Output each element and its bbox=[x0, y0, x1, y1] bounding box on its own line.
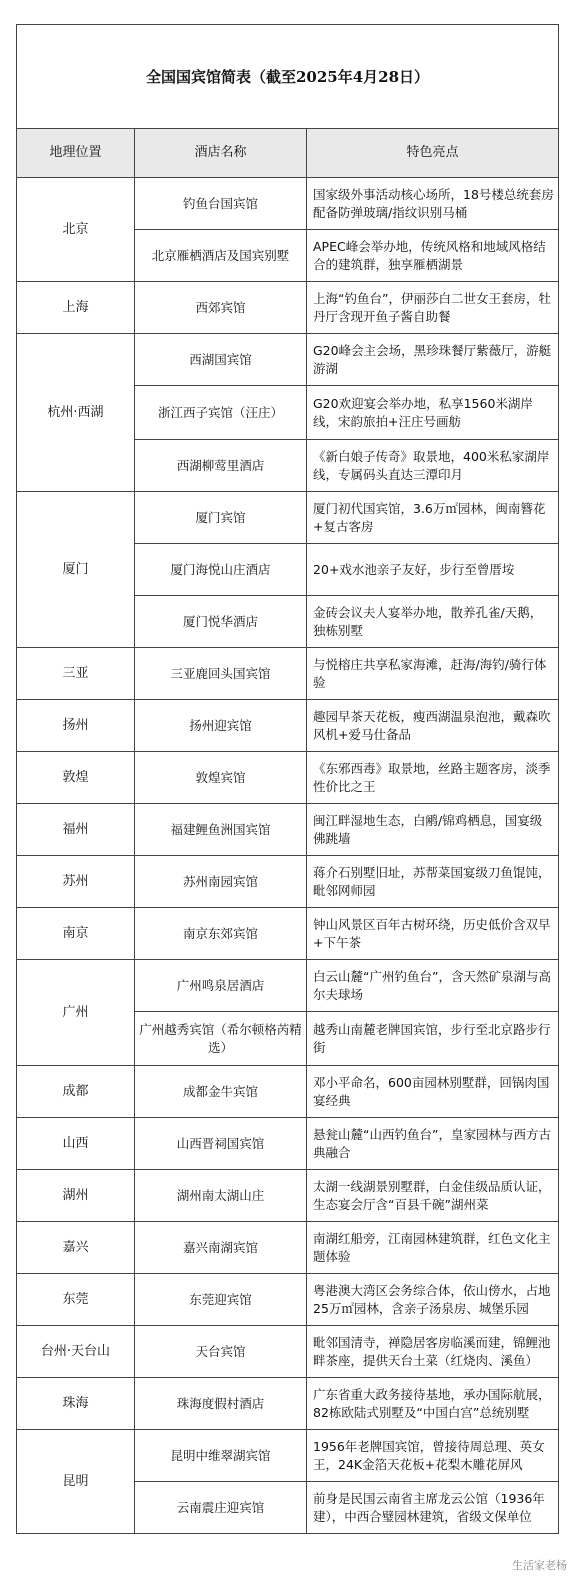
hotel-name-cell: 钓鱼台国宾馆 bbox=[135, 178, 307, 230]
location-cell: 上海 bbox=[17, 282, 135, 334]
location-cell: 昆明 bbox=[17, 1430, 135, 1534]
table-row bbox=[17, 1274, 559, 1326]
feature-cell: 前身是民国云南省主席龙云公馆（1936年建），中西合璧园林建筑，省级文保单位 bbox=[307, 1482, 559, 1534]
table-row bbox=[17, 648, 559, 700]
location-cell: 北京 bbox=[17, 178, 135, 282]
hotel-name-cell: 厦门宾馆 bbox=[135, 492, 307, 544]
hotel-name-cell: 厦门海悦山庄酒店 bbox=[135, 544, 307, 596]
feature-cell: 粤港澳大湾区会务综合体，依山傍水，占地25万㎡园林，含亲子汤泉房、城堡乐园 bbox=[307, 1274, 559, 1326]
hotel-name-cell: 嘉兴南湖宾馆 bbox=[135, 1222, 307, 1274]
feature-cell: 趣园早茶天花板，瘦西湖温泉泡池，戴森吹风机+爱马仕备品 bbox=[307, 700, 559, 752]
feature-cell: APEC峰会举办地，传统风格和地域风格结合的建筑群，独享雁栖湖景 bbox=[307, 230, 559, 282]
table-row bbox=[17, 700, 559, 752]
table-row bbox=[17, 804, 559, 856]
hotel-name-cell: 云南震庄迎宾馆 bbox=[135, 1482, 307, 1534]
feature-cell: 1956年老牌国宾馆，曾接待周总理、英女王，24K金箔天花板+花梨木雕花屏风 bbox=[307, 1430, 559, 1482]
hotel-name-cell: 敦煌宾馆 bbox=[135, 752, 307, 804]
feature-cell: 南湖红船旁，江南园林建筑群，红色文化主题体验 bbox=[307, 1222, 559, 1274]
feature-cell: 广东省重大政务接待基地，承办国际航展，82栋欧陆式别墅及“中国白宫”总统别墅 bbox=[307, 1378, 559, 1430]
location-cell: 厦门 bbox=[17, 492, 135, 648]
table-row bbox=[17, 492, 559, 544]
header-location: 地理位置 bbox=[17, 129, 135, 178]
location-cell: 台州·天台山 bbox=[17, 1326, 135, 1378]
table-row bbox=[17, 908, 559, 960]
location-cell: 东莞 bbox=[17, 1274, 135, 1326]
table-row bbox=[17, 334, 559, 386]
feature-cell: 《东邪西毒》取景地，丝路主题客房，淡季性价比之王 bbox=[307, 752, 559, 804]
hotel-name-cell: 三亚鹿回头国宾馆 bbox=[135, 648, 307, 700]
location-cell: 广州 bbox=[17, 960, 135, 1066]
feature-cell: 邓小平命名，600亩园林别墅群，回锅肉国宴经典 bbox=[307, 1066, 559, 1118]
watermark: 生活家老杨 bbox=[508, 1556, 571, 1574]
location-cell: 三亚 bbox=[17, 648, 135, 700]
feature-cell: 国家级外事活动核心场所，18号楼总统套房配备防弹玻璃/指纹识别马桶 bbox=[307, 178, 559, 230]
table-row bbox=[17, 1430, 559, 1482]
feature-cell: 20+戏水池亲子友好，步行至曾厝垵 bbox=[307, 544, 559, 596]
feature-cell: 太湖一线湖景别墅群，白金佳级品质认证，生态宴会厅含“百县千碗”湖州菜 bbox=[307, 1170, 559, 1222]
hotel-name-cell: 厦门悦华酒店 bbox=[135, 596, 307, 648]
table-row bbox=[17, 960, 559, 1012]
location-cell: 敦煌 bbox=[17, 752, 135, 804]
hotel-table bbox=[16, 24, 559, 1534]
table-row bbox=[17, 1170, 559, 1222]
hotel-name-cell: 北京雁栖酒店及国宾别墅 bbox=[135, 230, 307, 282]
feature-cell: 厦门初代国宾馆，3.6万㎡园林，闽南簪花+复古客房 bbox=[307, 492, 559, 544]
hotel-name-cell: 浙江西子宾馆（汪庄） bbox=[135, 386, 307, 440]
hotel-name-cell: 珠海度假村酒店 bbox=[135, 1378, 307, 1430]
feature-cell: 金砖会议夫人宴举办地，散养孔雀/天鹅，独栋别墅 bbox=[307, 596, 559, 648]
location-cell: 扬州 bbox=[17, 700, 135, 752]
hotel-name-cell: 西湖国宾馆 bbox=[135, 334, 307, 386]
hotel-name-cell: 广州鸣泉居酒店 bbox=[135, 960, 307, 1012]
location-cell: 湖州 bbox=[17, 1170, 135, 1222]
hotel-name-cell: 山西晋祠国宾馆 bbox=[135, 1118, 307, 1170]
feature-cell: 《新白娘子传奇》取景地，400米私家湖岸线，专属码头直达三潭印月 bbox=[307, 440, 559, 492]
feature-cell: 与悦榕庄共享私家海滩，赶海/海钓/骑行体验 bbox=[307, 648, 559, 700]
table-title: 全国国宾馆简表（截至2025年4月28日） bbox=[17, 25, 559, 129]
location-cell: 嘉兴 bbox=[17, 1222, 135, 1274]
feature-cell: 白云山麓“广州钓鱼台”，含天然矿泉湖与高尔夫球场 bbox=[307, 960, 559, 1012]
feature-cell: 闽江畔湿地生态，白鹇/锦鸡栖息，国宴级佛跳墙 bbox=[307, 804, 559, 856]
hotel-name-cell: 福建鲤鱼洲国宾馆 bbox=[135, 804, 307, 856]
table-row bbox=[17, 282, 559, 334]
table-row bbox=[17, 1378, 559, 1430]
location-cell: 成都 bbox=[17, 1066, 135, 1118]
table-row bbox=[17, 856, 559, 908]
location-cell: 福州 bbox=[17, 804, 135, 856]
location-cell: 山西 bbox=[17, 1118, 135, 1170]
hotel-name-cell: 广州越秀宾馆（希尔顿格芮精选） bbox=[135, 1012, 307, 1066]
hotel-name-cell: 东莞迎宾馆 bbox=[135, 1274, 307, 1326]
hotel-name-cell: 南京东郊宾馆 bbox=[135, 908, 307, 960]
table-row bbox=[17, 1222, 559, 1274]
table-row bbox=[17, 1066, 559, 1118]
hotel-name-cell: 苏州南园宾馆 bbox=[135, 856, 307, 908]
hotel-name-cell: 湖州南太湖山庄 bbox=[135, 1170, 307, 1222]
table-row bbox=[17, 1118, 559, 1170]
feature-cell: 悬瓮山麓“山西钓鱼台”，皇家园林与西方古典融合 bbox=[307, 1118, 559, 1170]
feature-cell: 蒋介石别墅旧址，苏帮菜国宴级刀鱼馄饨，毗邻网师园 bbox=[307, 856, 559, 908]
hotel-name-cell: 昆明中维翠湖宾馆 bbox=[135, 1430, 307, 1482]
table-row bbox=[17, 1326, 559, 1378]
hotel-name-cell: 成都金牛宾馆 bbox=[135, 1066, 307, 1118]
table-row bbox=[17, 178, 559, 230]
feature-cell: 上海“钓鱼台”，伊丽莎白二世女王套房，牡丹厅含现开鱼子酱自助餐 bbox=[307, 282, 559, 334]
header-hotel-name: 酒店名称 bbox=[135, 129, 307, 178]
feature-cell: 毗邻国清寺，禅隐居客房临溪而建，锦鲤池畔茶座，提供天台土菜（红烧肉、溪鱼） bbox=[307, 1326, 559, 1378]
feature-cell: 越秀山南麓老牌国宾馆，步行至北京路步行街 bbox=[307, 1012, 559, 1066]
location-cell: 苏州 bbox=[17, 856, 135, 908]
hotel-name-cell: 西湖柳莺里酒店 bbox=[135, 440, 307, 492]
hotel-name-cell: 天台宾馆 bbox=[135, 1326, 307, 1378]
location-cell: 珠海 bbox=[17, 1378, 135, 1430]
location-cell: 杭州·西湖 bbox=[17, 334, 135, 492]
header-features: 特色亮点 bbox=[307, 129, 559, 178]
feature-cell: 钟山风景区百年古树环绕，历史低价含双早+下午茶 bbox=[307, 908, 559, 960]
hotel-name-cell: 西郊宾馆 bbox=[135, 282, 307, 334]
feature-cell: G20峰会主会场，黑珍珠餐厅紫薇厅，游艇游湖 bbox=[307, 334, 559, 386]
location-cell: 南京 bbox=[17, 908, 135, 960]
hotel-name-cell: 扬州迎宾馆 bbox=[135, 700, 307, 752]
table-row bbox=[17, 752, 559, 804]
feature-cell: G20欢迎宴会举办地，私享1560米湖岸线，宋韵旅拍+汪庄号画舫 bbox=[307, 386, 559, 440]
